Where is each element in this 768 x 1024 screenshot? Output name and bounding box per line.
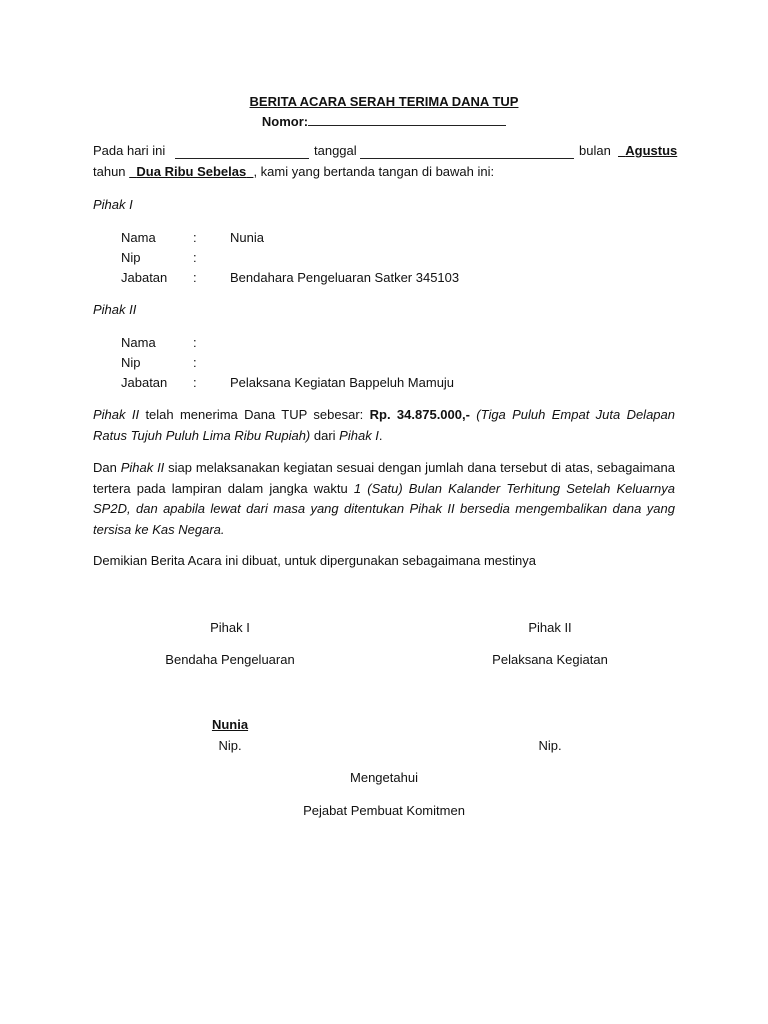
row-label: Nip [121,250,141,265]
row-colon: : [193,250,197,265]
row-value: Pelaksana Kegiatan Bappeluh Mamuju [230,375,455,390]
sig-right-heading: Pihak II [528,620,572,635]
sig-left-role: Bendaha Pengeluaran [165,652,295,667]
row-label: Nama [121,335,156,350]
para2-start: Dan [93,460,121,475]
tanggal-blank [360,145,574,159]
para1-amount: Rp. 34.875.000,- [369,407,470,422]
para1-text2: dari [310,427,340,443]
para1-pihak2: Pihak II [93,407,140,422]
row-colon: : [193,270,197,285]
sig-left-heading: Pihak I [210,620,250,635]
row-label: Jabatan [121,270,168,285]
intro-rest: , kami yang bertanda tangan di bawah ini: [253,164,495,179]
intro-line-1 [93,143,678,161]
para1-pihak1: Pihak I [339,427,379,443]
row-colon: : [193,230,197,245]
hari-blank [175,145,309,159]
paragraph-penerimaan [93,405,675,446]
document-title: BERITA ACARA SERAH TERIMA DANA TUP [249,94,519,109]
row-label: Jabatan [121,375,168,390]
row-label: Nip [121,355,141,370]
nomor-blank [308,112,506,126]
para2-text1: siap melaksanakan kegiatan sesuai dengan jumlah dana tersebut di atas, sebagaimana tertera pada lampiran dalam jangka waktu [93,460,675,496]
pihak1-heading: Pihak I [93,197,133,212]
intro-pada-hari-ini: Pada hari ini [93,143,166,158]
sig-mengetahui: Mengetahui [350,770,418,785]
row-value: Bendahara Pengeluaran Satker 345103 [230,270,460,285]
row-colon: : [193,375,197,390]
sig-left-nip: Nip. [218,738,242,753]
row-value: Nunia [230,230,264,245]
intro-bulan: bulan [579,143,611,158]
paragraph-kesanggupan [93,458,675,540]
para2-italic: 1 (Satu) Bulan Kalander Terhitung Setelah Keluarnya SP2D, dan apabila lewat dari masa yang ditentukan Pihak II bersedia mengembalikan dana yang tersisa ke Kas Negara. [93,480,675,537]
row-label: Nama [121,230,156,245]
para1-spelled: (Tiga Puluh Empat Juta Delapan Ratus Tujuh Puluh Lima Ribu Rupiah) [93,407,675,443]
pihak2-heading: Pihak II [93,302,137,317]
nomor-label: Nomor: [261,114,309,129]
para1-text1: telah menerima Dana TUP sebesar: [139,407,370,422]
document-number-line [0,112,768,129]
intro-bulan-value: Agustus [625,143,678,158]
intro-line-2 [93,164,494,179]
sig-right-role: Pelaksana Kegiatan [492,652,608,667]
intro-tahun: tahun [93,164,126,179]
para1-end: . [378,427,383,443]
row-colon: : [193,355,197,370]
row-colon: : [193,335,197,350]
sig-right-nip: Nip. [538,738,562,753]
intro-tanggal: tanggal [314,143,357,158]
sig-left-name: Nunia [211,717,249,732]
paragraph-penutup: Demikian Berita Acara ini dibuat, untuk dipergunakan sebagaimana mestinya [93,553,536,568]
para2-pihak2: Pihak II [120,460,165,475]
intro-tahun-value: Dua Ribu Sebelas [136,164,247,179]
sig-official: Pejabat Pembuat Komitmen [303,803,465,818]
